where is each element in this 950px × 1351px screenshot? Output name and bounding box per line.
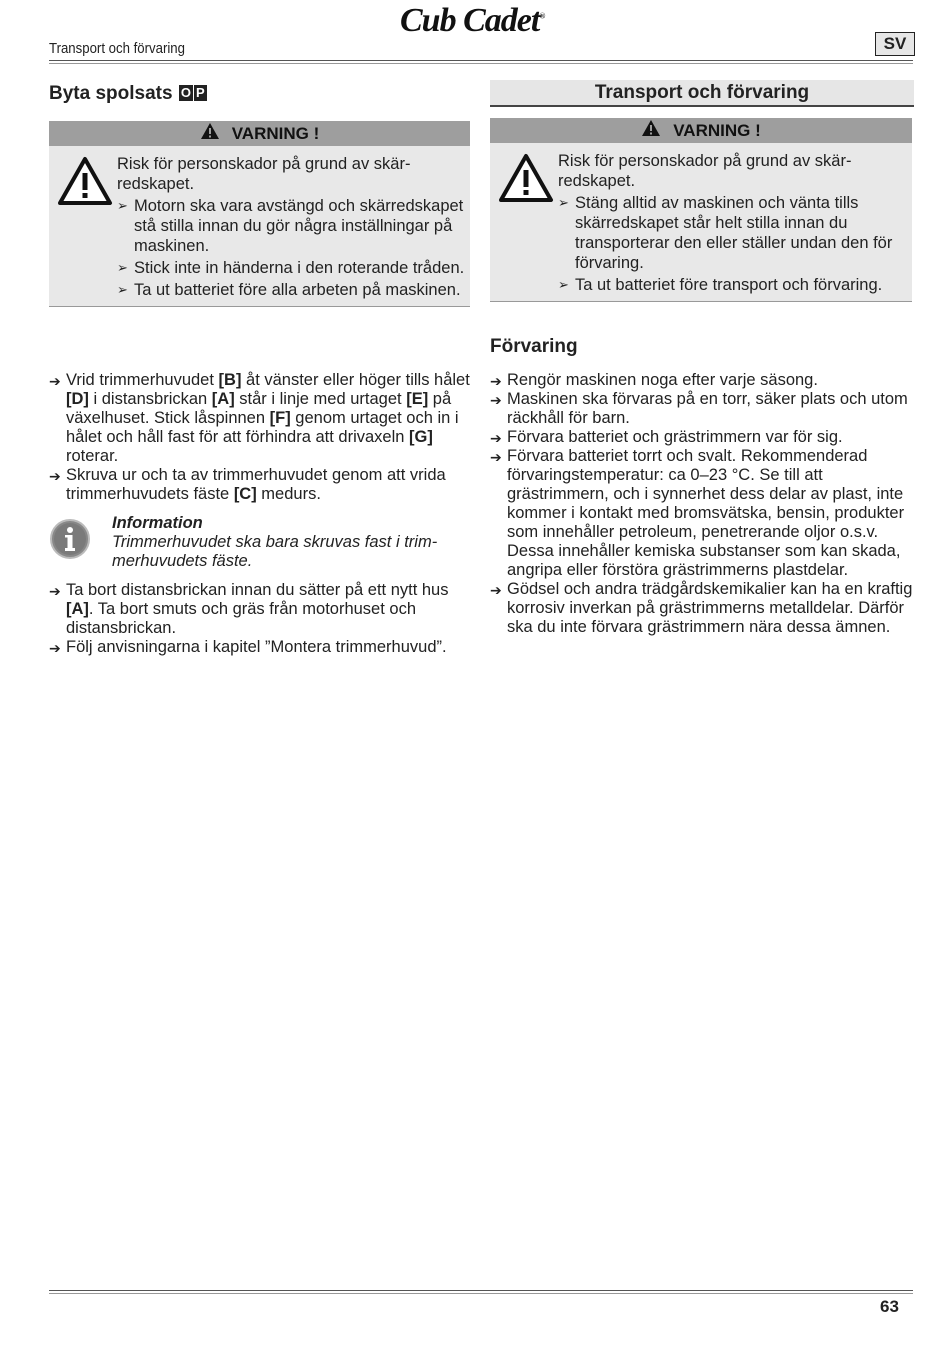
- step-list-left-2: [49, 581, 474, 657]
- figure-tag-p: P: [195, 85, 205, 100]
- step-item: ➔ Rengör maskinen noga efter varje säsong.: [490, 371, 818, 389]
- warning-label: VARNING !: [673, 120, 761, 140]
- header-rule-secondary: [49, 63, 913, 64]
- arrow-icon: ➔: [49, 373, 61, 389]
- warning-list: [490, 193, 912, 301]
- arrow-icon: ➔: [490, 449, 502, 465]
- info-box: [49, 514, 474, 571]
- warning-item: ➢ Stäng alltid av maskinen och vänta tills skärredskapet står helt stilla innan du transporterar den eller ställer undan den för förvaring.: [558, 193, 912, 273]
- step-item: ➔ Förvara batteriet och grästrimmern var för sig.: [490, 428, 843, 446]
- warning-label: VARNING !: [231, 123, 320, 143]
- page-number: 63: [880, 1297, 899, 1316]
- warning-intro: Risk för personskador på grund av skärredskapet.: [117, 155, 411, 193]
- header-rule: [49, 60, 913, 61]
- arrow-icon: ➔: [49, 640, 61, 656]
- warning-body: [49, 146, 470, 306]
- step-item: ➔ Skruva ur och ta av trimmerhuvudet genom att vrida trimmerhuvudets fäste [C] medurs.: [49, 466, 446, 503]
- arrow-icon: ➔: [490, 373, 502, 389]
- section-title-right: Transport och förvaring: [490, 80, 914, 107]
- warning-box-right: [490, 118, 912, 302]
- warning-item: ➢ Motorn ska vara avstängd och skärredskapet stå stilla innan du gör några inställningar på maskinen.: [117, 196, 470, 256]
- warning-item: ➢ Ta ut batteriet före alla arbeten på maskinen.: [117, 280, 470, 300]
- figure-tag-o: O: [180, 85, 191, 100]
- arrow-icon: ➔: [49, 583, 61, 599]
- step-item: ➔ Maskinen ska förvaras på en torr, säker plats och utom räckhåll för barn.: [490, 390, 908, 427]
- step-item: ➔ Ta bort distansbrickan innan du sätter på ett nytt hus [A]. Ta bort smuts och gräs från motorhuset och distansbrickan.: [49, 581, 449, 637]
- warning-list: [49, 196, 470, 306]
- arrow-icon: ➔: [490, 430, 502, 446]
- warning-small-icon: [641, 119, 661, 142]
- arrow-icon: ➔: [490, 582, 502, 598]
- part-reference: [F]: [269, 409, 291, 427]
- warning-header: [49, 121, 470, 146]
- running-header: Transport och förvaring: [49, 40, 185, 57]
- warning-icon: [57, 156, 113, 211]
- info-text: Trimmerhuvudet ska bara skruvas fast i trimmerhuvudets fäste.: [112, 533, 438, 570]
- part-reference: [A]: [66, 600, 89, 618]
- warning-item: ➢ Ta ut batteriet före transport och förvaring.: [558, 275, 912, 295]
- part-reference: [G]: [409, 428, 433, 446]
- step-item: ➔ Gödsel och andra trädgårdskemikalier kan ha en kraftig korrosiv inverkan på grästrimmerns metalldelar. Därför ska du inte förvara grästrimmern nära dessa ämnen.: [490, 580, 913, 636]
- warning-body: [490, 143, 912, 301]
- step-list-right: [490, 371, 915, 637]
- info-icon: [49, 518, 91, 565]
- language-badge: SV: [875, 32, 915, 56]
- warning-icon: [498, 153, 554, 208]
- part-reference: [B]: [218, 371, 242, 389]
- arrow-icon: ➔: [49, 468, 61, 484]
- footer-rule-secondary: [49, 1293, 913, 1294]
- warning-small-icon: [200, 122, 220, 145]
- part-reference: [C]: [233, 485, 257, 503]
- info-title: Information: [112, 514, 203, 532]
- part-reference: [E]: [406, 390, 429, 408]
- footer-rule: [49, 1290, 913, 1291]
- warning-box-left: [49, 121, 470, 307]
- warning-header: [490, 118, 912, 143]
- step-item: ➔ Följ anvisningarna i kapitel ”Montera trimmerhuvud”.: [49, 638, 447, 656]
- subsection-title: Förvaring: [490, 336, 578, 357]
- warning-intro: Risk för personskador på grund av skärredskapet.: [558, 152, 852, 190]
- brand-logo: Cub Cadet®: [400, 2, 545, 39]
- part-reference: [A]: [211, 390, 235, 408]
- part-reference: [D]: [66, 390, 89, 408]
- arrow-icon: ➔: [490, 392, 502, 408]
- step-item: ➔ Vrid trimmerhuvudet [B] åt vänster eller höger tills hålet [D] i distansbrickan [A] står i linje med urtaget [E] på växelhuset. Stick låspinnen [F] genom urtaget och in i hålet och håll fast för att förhindra att drivaxeln [G] roterar.: [49, 371, 470, 465]
- step-item: ➔ Förvara batteriet torrt och svalt. Rekommenderad förvaringstemperatur: ca 0–23 °C. Se till att grästrimmern, och i synnerhet dess delar av plast, inte kommer i kontakt med bromsvätska, bensin, produkter som innehåller petroleum, penetrerande oljor o.s.v. Dessa innehåller kemiska substanser som kan skada, angripa eller förstöra grästrimmerns plastdelar.: [490, 447, 905, 579]
- warning-item: ➢ Stick inte in händerna i den roterande tråden.: [117, 258, 470, 278]
- section-title-left: Byta spolsats O P: [49, 83, 205, 104]
- step-list-left-1: [49, 371, 474, 504]
